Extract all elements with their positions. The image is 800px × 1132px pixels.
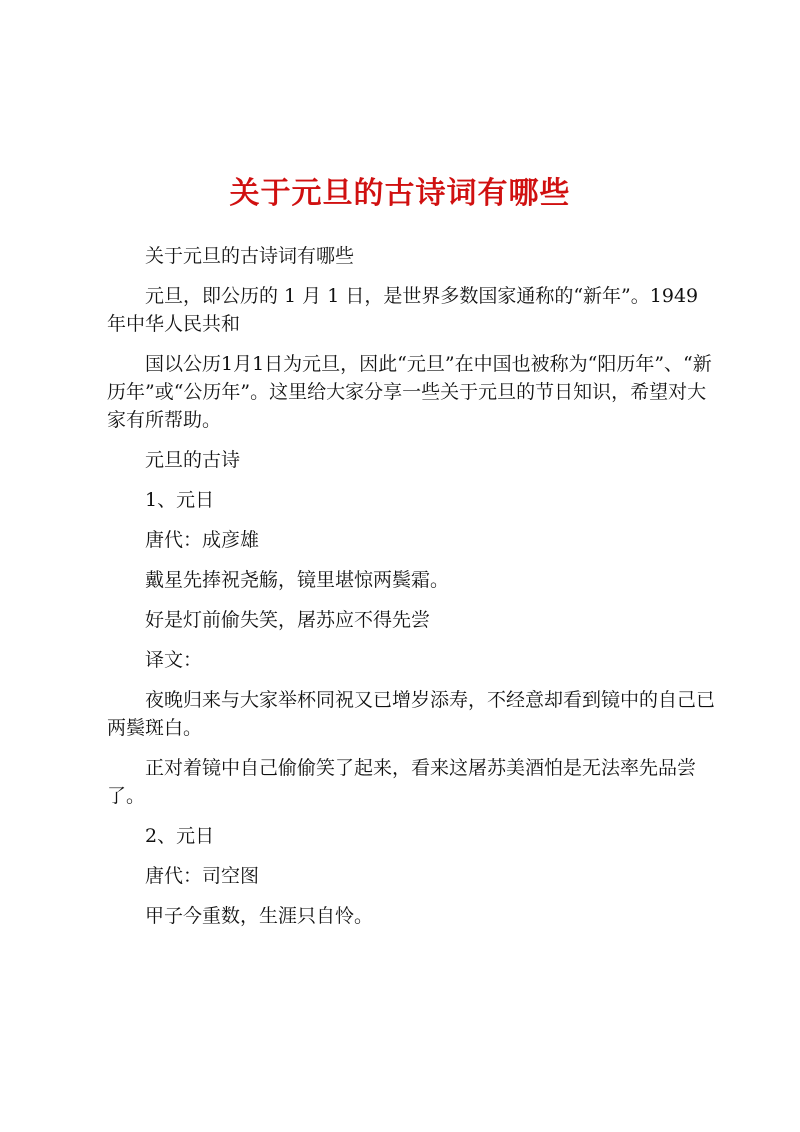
paragraph-intro: 关于元旦的古诗词有哪些 <box>145 245 355 267</box>
poem-1-title: 1、元日 <box>145 489 215 511</box>
poem-1-line-1: 戴星先捧祝尧觞，镜里堪惊两鬓霜。 <box>145 569 450 591</box>
poem-1-line-2: 好是灯前偷失笑，屠苏应不得先尝 <box>145 609 431 631</box>
paragraph-new-year-definition: 元旦，即公历的 1 月 1 日，是世界多数国家通称的“新年”。1949 年中华人民共和 <box>107 285 699 335</box>
translation-line-1: 夜晚归来与大家举杯同祝又已增岁添寿，不经意却看到镜中的自己已两鬓斑白。 <box>107 689 716 739</box>
poem-2-title: 2、元日 <box>145 825 215 847</box>
translation-line-2: 正对着镜中自己偷偷笑了起来，看来这屠苏美酒怕是无法率先品尝了。 <box>107 757 697 807</box>
poem-2-author: 唐代：司空图 <box>145 865 260 887</box>
document-title: 关于元旦的古诗词有哪些 <box>229 176 571 211</box>
poem-1-author: 唐代：成彦雄 <box>145 529 260 551</box>
document-body <box>107 242 719 942</box>
poem-2-line-1: 甲子今重数，生涯只自怜。 <box>145 905 374 927</box>
translation-label: 译文： <box>145 649 203 671</box>
section-heading-poems: 元旦的古诗 <box>145 449 241 471</box>
paragraph-new-year-names: 国以公历1月1日为元旦，因此“元旦”在中国也被称为“阳历年”、“新历年”或“公历年”。这里给大家分享一些关于元旦的节日知识，希望对大家有所帮助。 <box>107 353 712 431</box>
